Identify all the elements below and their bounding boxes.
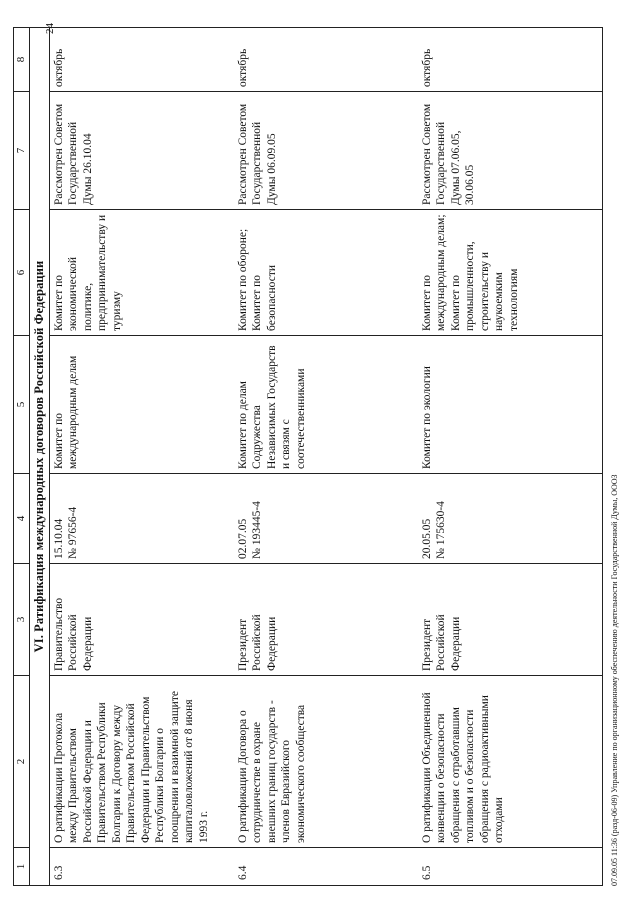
column-header: 7 xyxy=(14,92,30,210)
row-number: 6.4 xyxy=(234,848,418,886)
column-header: 4 xyxy=(14,474,30,564)
column-header: 2 xyxy=(14,676,30,848)
status: Рассмотрен Советом Государственной Думы 26.10.04 xyxy=(49,92,234,210)
status: Рассмотрен Советом Государственной Думы 06.09.05 xyxy=(234,92,418,210)
month: октябрь xyxy=(418,28,603,92)
column-header: 3 xyxy=(14,564,30,676)
table-row xyxy=(49,28,234,886)
responsible-committee: Комитет по экологии xyxy=(418,336,603,474)
registration: 20.05.05 № 175630-4 xyxy=(418,474,603,564)
registration: 02.07.05 № 193445-4 xyxy=(234,474,418,564)
initiator: Правительство Российской Федерации xyxy=(49,564,234,676)
bill-title: О ратификации Договора о сотрудничестве в охране внешних границ государств - членов Евразийского экономического сообщества xyxy=(234,676,418,848)
row-number: 6.3 xyxy=(49,848,234,886)
registration: 15.10.04 № 97656-4 xyxy=(49,474,234,564)
co-committees: Комитет по обороне; Комитет по безопасности xyxy=(234,210,418,336)
bill-title: О ратификации Протокола между Правительством Российской Федерации и Правительством Республики Болгарии к Договору между Правительством Российской Федерации и Правительством Республики Болгарии о поощрении и взаимной защите капиталовложений от 8 июня 1993 г. xyxy=(49,676,234,848)
responsible-committee: Комитет по международным делам xyxy=(49,336,234,474)
column-header: 1 xyxy=(14,848,30,886)
co-committees: Комитет по экономической политике, предпринимательству и туризму xyxy=(49,210,234,336)
row-number: 6.5 xyxy=(418,848,603,886)
initiator: Президент Российской Федерации xyxy=(234,564,418,676)
column-header-row xyxy=(14,28,30,886)
page-number: 24 xyxy=(44,23,56,34)
section-title: VI. Ратификация международных договоров Российской Федерации xyxy=(30,28,50,886)
status: Рассмотрен Советом Государственной Думы 07.06.05, 30.06.05 xyxy=(418,92,603,210)
footer-note: 07.09.05 11:36 (разд-06-09) Управление по организационному обеспечению деятельности Государственной Думы, ОООЗ xyxy=(610,474,619,886)
table-row xyxy=(234,28,418,886)
bill-title: О ратификации Объединенной конвенции о безопасности обращения с отработавшим топливом и о безопасности обращения с радиоактивными отходами xyxy=(418,676,603,848)
bills-table xyxy=(13,27,603,886)
column-header: 6 xyxy=(14,210,30,336)
month: октябрь xyxy=(49,28,234,92)
table-row xyxy=(418,28,603,886)
column-header: 8 xyxy=(14,28,30,92)
section-header-row xyxy=(30,28,50,886)
initiator: Президент Российской Федерации xyxy=(418,564,603,676)
column-header: 5 xyxy=(14,336,30,474)
responsible-committee: Комитет по делам Содружества Независимых Государств и связям с соотечественниками xyxy=(234,336,418,474)
co-committees: Комитет по международным делам; Комитет по промышленности, строительству и наукоемким технологиям xyxy=(418,210,603,336)
month: октябрь xyxy=(234,28,418,92)
